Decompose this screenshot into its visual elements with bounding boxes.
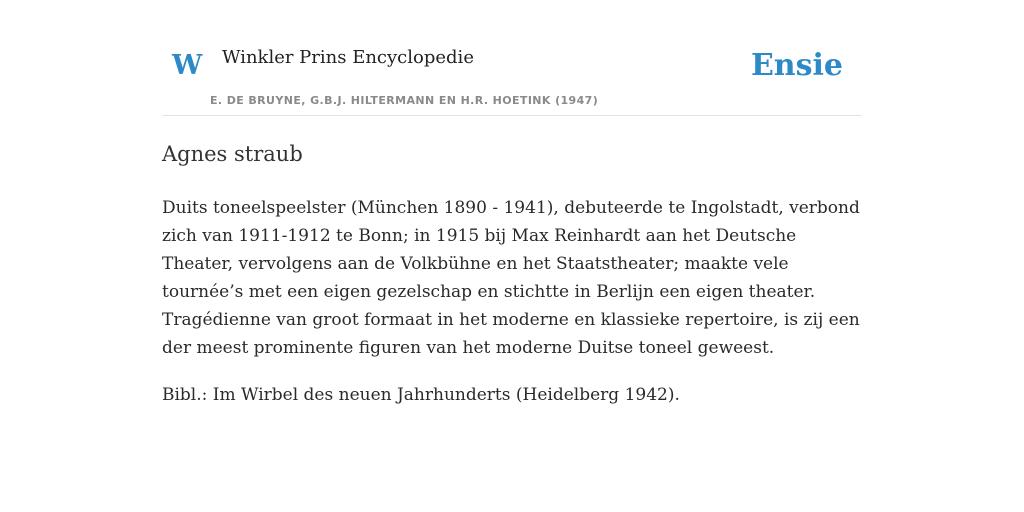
article-bibliography: Bibl.: Im Wirbel des neuen Jahrhunderts (Heidelberg 1942). [162,385,680,405]
publication-authors: E. DE BRUYNE, G.B.J. HILTERMANN EN H.R. HOETINK (1947) [210,94,599,107]
encyclopedia-header [162,30,862,116]
ensie-brand-logo[interactable]: Ensie [750,48,843,83]
article-title: Agnes straub [162,142,303,166]
article-body: Duits toneelspeelster (München 1890 - 1941), debuteerde te Ingolstadt, verbond zich van 1911-1912 te Bonn; in 1915 bij Max Reinhardt aan het Deutsche Theater, vervolgens aan de Volkbühne en het Staatstheater; maakte vele tournée’s met een eigen gezelschap en stichtte in Berlijn een eigen theater. Tragédienne van groot formaat in het moderne en klassieke repertoire, is zij een der meest prominente figuren van het moderne Duitse toneel geweest. [162,198,860,358]
publication-title[interactable]: Winkler Prins Encyclopedie [222,47,474,68]
winkler-prins-logo[interactable]: W [172,50,203,81]
article [162,138,862,409]
